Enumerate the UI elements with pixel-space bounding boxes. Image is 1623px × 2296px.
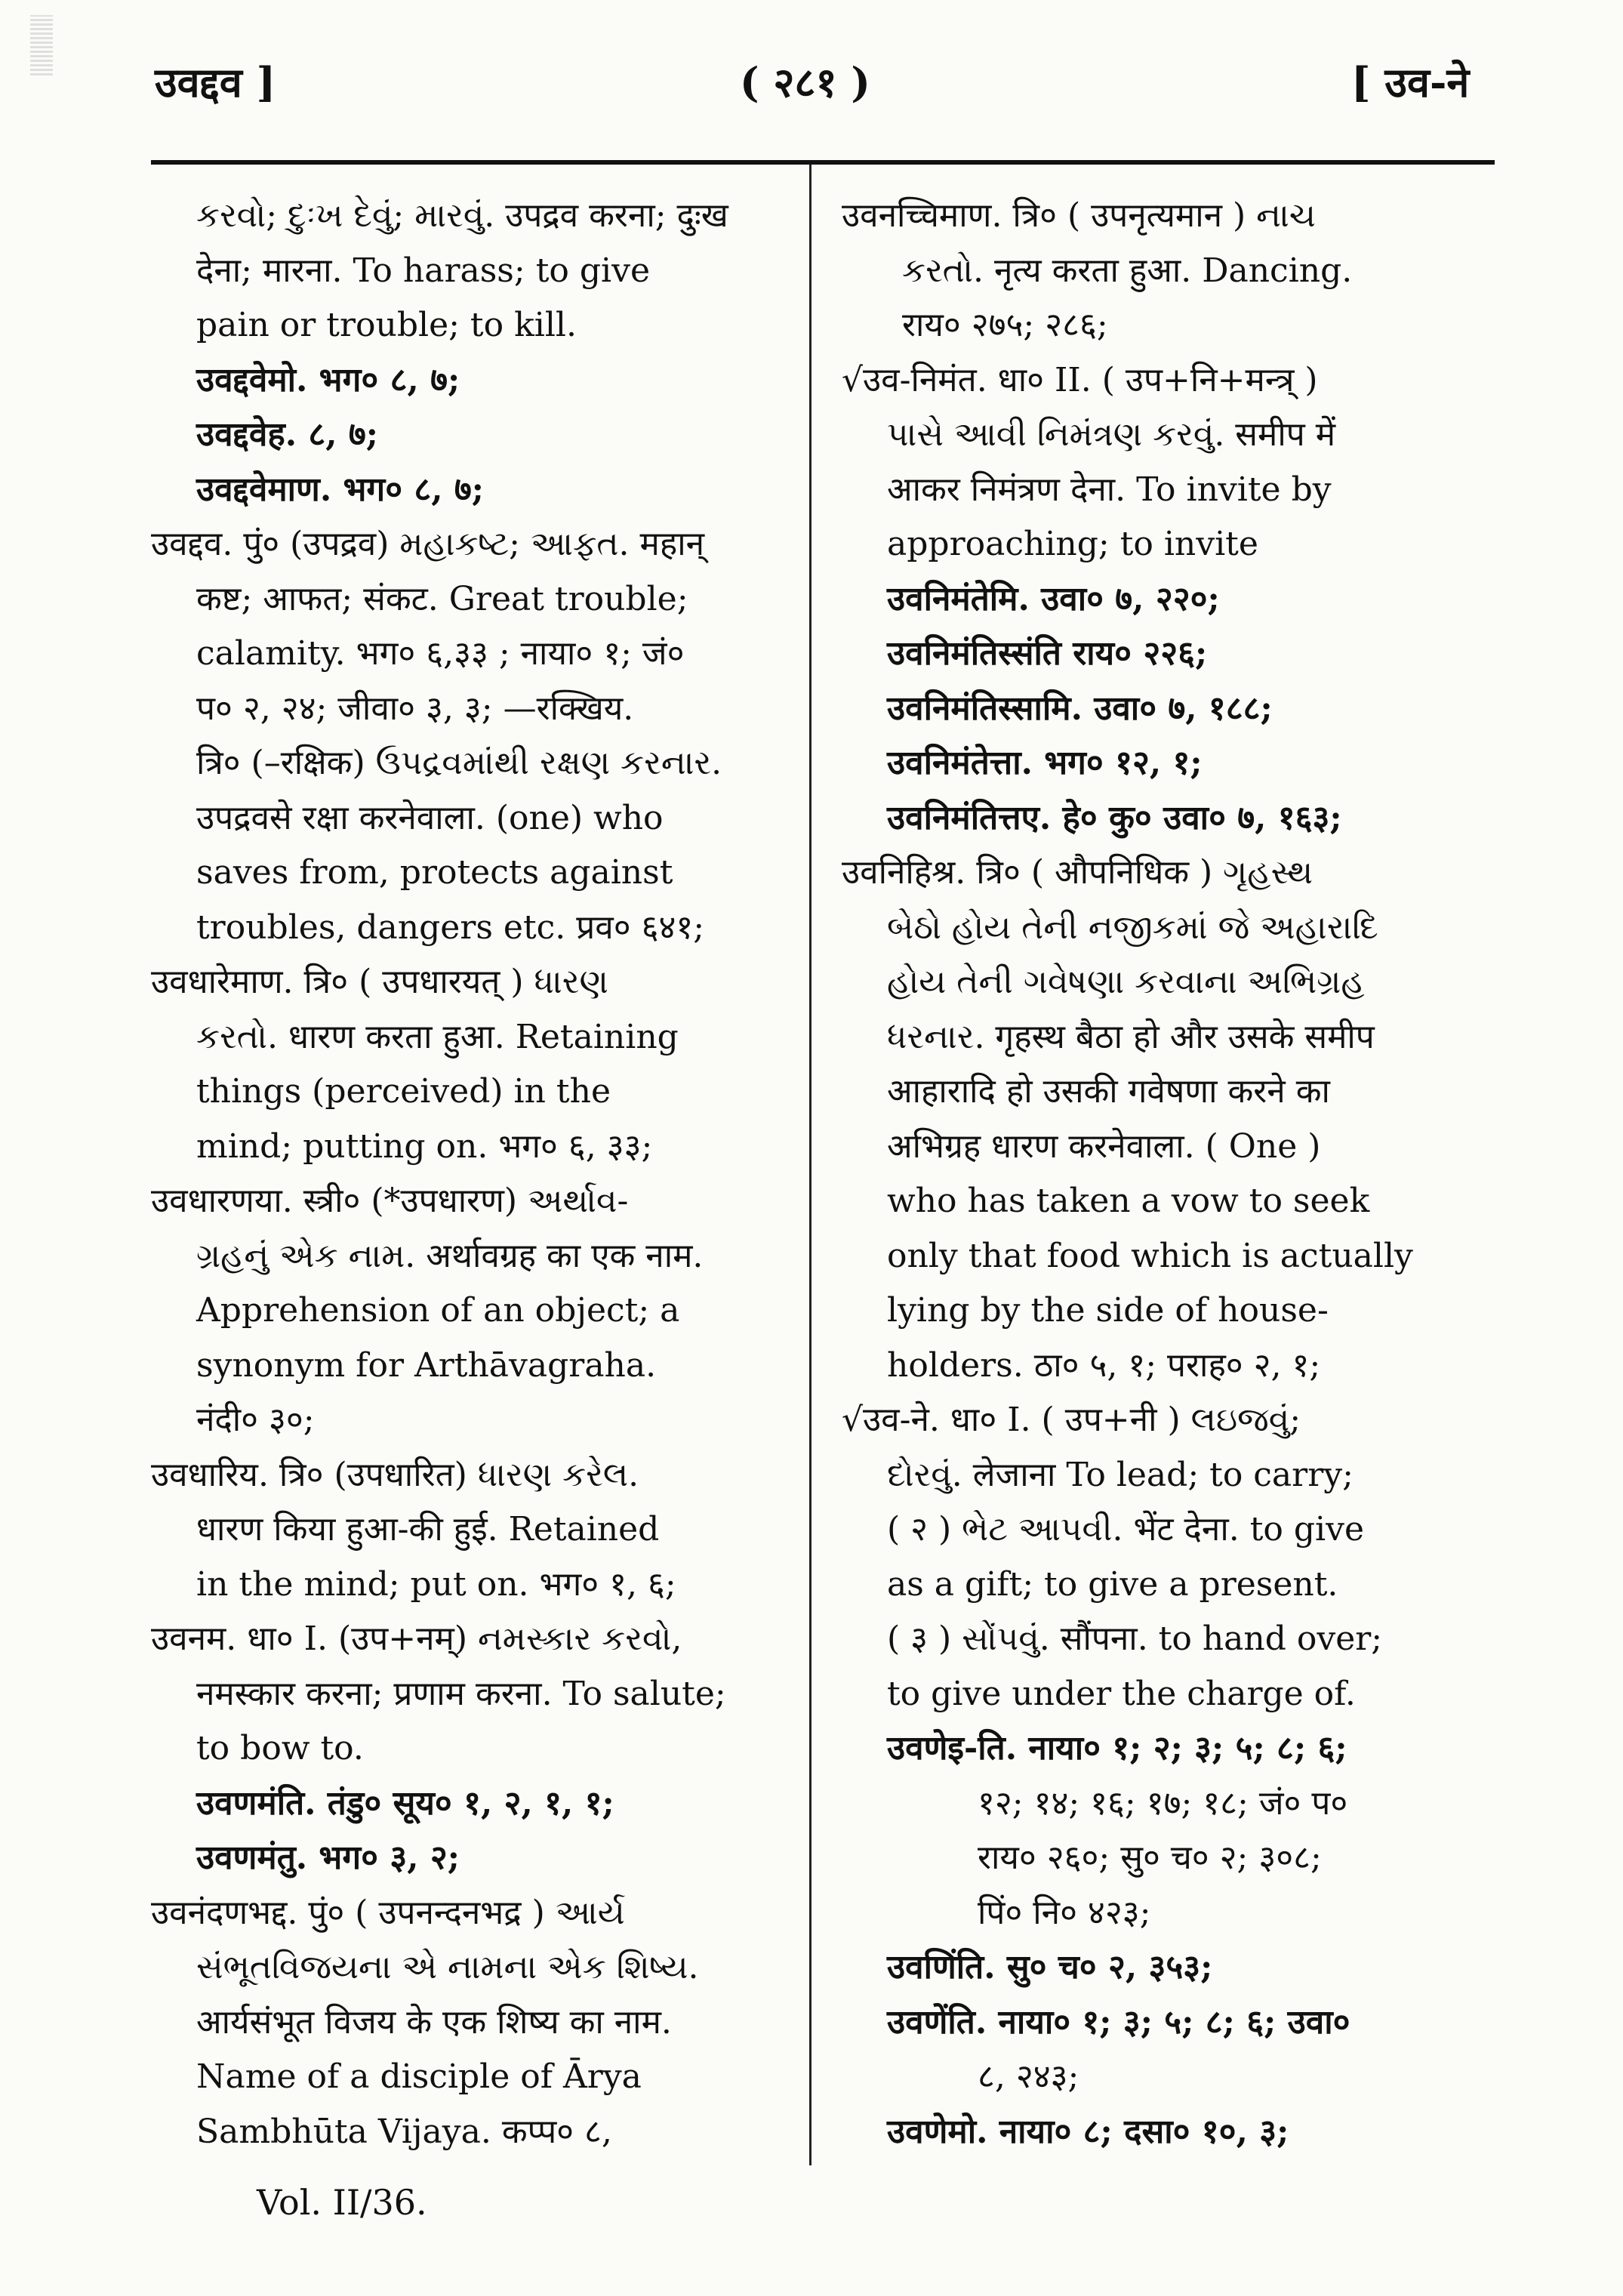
column-divider [809,165,812,2165]
text-line: आर्यसंभूत विजय के एक शिष्य का नाम. [196,2002,672,2042]
text-line: आकर निमंत्रण देना. To invite by [887,470,1332,509]
text-line: પાસે આવી નિમંત્રણ કરવું. समीप में [887,415,1336,454]
page-number: ( २८१ ) [740,58,870,106]
text-line: उवणेमो. नाया० ८; दसा० १०, ३; [887,2112,1289,2151]
text-line: હોય તેની ગવેષણા કરવાના અભિગ્રહ [887,963,1365,1001]
text-line: દોરવું. लेजाना To lead; to carry; [887,1455,1354,1494]
text-line: उवणमंतु. भग० ३, २; [196,1838,460,1877]
text-line: ८, २४३; [978,2057,1079,2096]
text-line: સંભૂતવિજયના એ નામના એક શિષ્ય. [196,1948,699,1986]
text-line: કરતો. नृत्य करता हुआ. Dancing. [902,251,1353,290]
text-line: उवनच्चिमाण. त्रि० ( उपनृत्यमान ) નાચ [842,196,1316,235]
text-line: १२; १४; १६; १७; १८; जं० प० [978,1783,1348,1823]
text-line: કરતો. धारण करता हुआ. Retaining [196,1017,679,1056]
text-line: √उव-ने. धा० I. ( उप+नी ) લઇજવું; [842,1401,1301,1439]
text-line: उवनिमंतेत्ता. भग० १२, १; [887,744,1203,782]
text-line: Sambhūta Vijaya. कप्प० ८, [196,2112,612,2151]
text-line: उवनिमंतिस्संति राय० २२६; [887,634,1208,673]
text-line: in the mind; put on. भग० १, ६; [196,1564,676,1604]
text-line: उवनम. धा० I. (उप+नम्) નમસ્કાર કરવો, [151,1620,682,1658]
text-line: synonym for Arthāvagraha. [196,1345,657,1385]
header-right-guideword: [ उव-ने [1351,58,1470,106]
text-line: ( २ ) ભેટ આપવી. भेंट देना. to give [887,1510,1364,1549]
text-line: उवणमंति. तंडु० सूय० १, २, १, १; [196,1783,614,1823]
text-line: उवधारेमाण. त्रि० ( उपधारयत् ) ધારણ [151,963,608,1001]
text-line: उवधारिय. त्रि० (उपधारित) ધારણ કરેલ. [151,1455,639,1494]
volume-footer: Vol. II/36. [257,2182,427,2223]
text-line: √उव-निमंत. धा० II. ( उप+नि+मन्त्र् ) [842,360,1318,399]
text-line: troubles, dangers etc. प्रव० ६४१; [196,908,705,947]
text-line: देना; मारना. To harass; to give [196,251,650,290]
left-column [151,189,800,2159]
text-line: approaching; to invite [887,525,1258,563]
text-line: pain or trouble; to kill. [196,306,577,344]
scan-margin-mark [30,15,53,76]
text-line: holders. ठा० ५, १; पराह० २, १; [887,1345,1321,1385]
text-line: प० २, २४; जीवा० ३, ३; —रक्खिय. [196,689,634,728]
text-line: राय० २६०; सु० च० २; ३०८; [978,1838,1322,1877]
text-line: उवनिमंतित्तए. हे० कु० उवा० ७, १६३; [887,798,1342,837]
text-line: उवनिमंतिस्सामि. उवा० ७, १८८; [887,689,1273,728]
text-line: કરવો; દુઃખ દેવું; મારવું. उपद्रव करना; दुःख [196,196,728,235]
right-column [842,189,1491,2159]
header-rule [151,160,1495,165]
text-line: उवनंदणभद्द. पुं० ( उपनन्दनभद्र ) આર્ય [151,1893,625,1932]
text-line: Name of a disciple of Ārya [196,2057,642,2096]
text-line: उवद्दवेमाण. भग० ८, ७; [196,470,485,509]
text-line: lying by the side of house- [887,1291,1329,1330]
text-line: आहारादि हो उसकी गवेषणा करने का [887,1072,1330,1111]
text-line: mind; putting on. भग० ६, ३३; [196,1126,653,1166]
text-line: अभिग्रह धारण करनेवाला. ( One ) [887,1126,1321,1166]
text-line: त्रि० (–रक्षिक) ઉપદ્રવમાંથી રક્ષણ કરનાર. [196,744,722,782]
text-line: उवधारणया. स्त्री० (*उपधारण) અર્થાવ- [151,1182,629,1220]
text-line: to give under the charge of. [887,1674,1356,1713]
text-line: ( ३ ) સોંપવું. सौंपना. to hand over; [887,1620,1383,1658]
text-line: धारण किया हुआ-की हुई. Retained [196,1510,660,1549]
text-line: उवणिंति. सु० च० २, ३५३; [887,1948,1213,1986]
text-line: नमस्कार करना; प्रणाम करना. To salute; [196,1674,726,1713]
header-left-guideword: उवद्दव ] [155,58,276,106]
text-line: ધરનાર. गृहस्थ बैठा हो और उसके समीप [887,1017,1375,1056]
text-line: नंदी० ३०; [196,1401,315,1439]
text-line: Apprehension of an object; a [196,1291,680,1330]
text-line: only that food which is actually [887,1236,1413,1275]
text-line: राय० २७५; २८६; [902,306,1108,344]
text-line: उवणेइ-ति. नाया० १; २; ३; ५; ८; ६; [887,1729,1347,1767]
text-line: पिं० नि० ४२३; [978,1893,1151,1932]
text-line: उपद्रवसे रक्षा करनेवाला. (one) who [196,798,664,837]
text-line: उवद्दवेह. ८, ७; [196,415,378,454]
text-line: उवद्दवेमो. भग० ८, ७; [196,360,460,399]
text-line: उवणेंति. नाया० १; ३; ५; ८; ६; उवा० [887,2002,1350,2042]
text-line: બેઠો હોય તેની નજીકમાં જે અહારાદિ [887,908,1378,947]
text-line: things (perceived) in the [196,1072,611,1111]
text-line: ગ્રહનું એક નામ. अर्थावग्रह का एक नाम. [196,1236,704,1275]
text-line: as a gift; to give a present. [887,1564,1338,1604]
text-line: कष्ट; आफत; संकट. Great trouble; [196,579,688,618]
text-line: who has taken a vow to seek [887,1182,1370,1220]
text-line: to bow to. [196,1729,364,1767]
text-line: calamity. भग० ६,३३ ; नाया० १; जं० [196,634,685,673]
text-line: उवनिमंतेमि. उवा० ७, २२०; [887,579,1220,618]
text-line: उवनिहिश्र. त्रि० ( औपनिधिक ) ગૃહસ્થ [842,853,1313,892]
text-line: saves from, protects against [196,853,673,892]
text-line: उवद्दव. पुं० (उपद्रव) મહાકષ્ટ; આફત. महान् [151,525,705,563]
